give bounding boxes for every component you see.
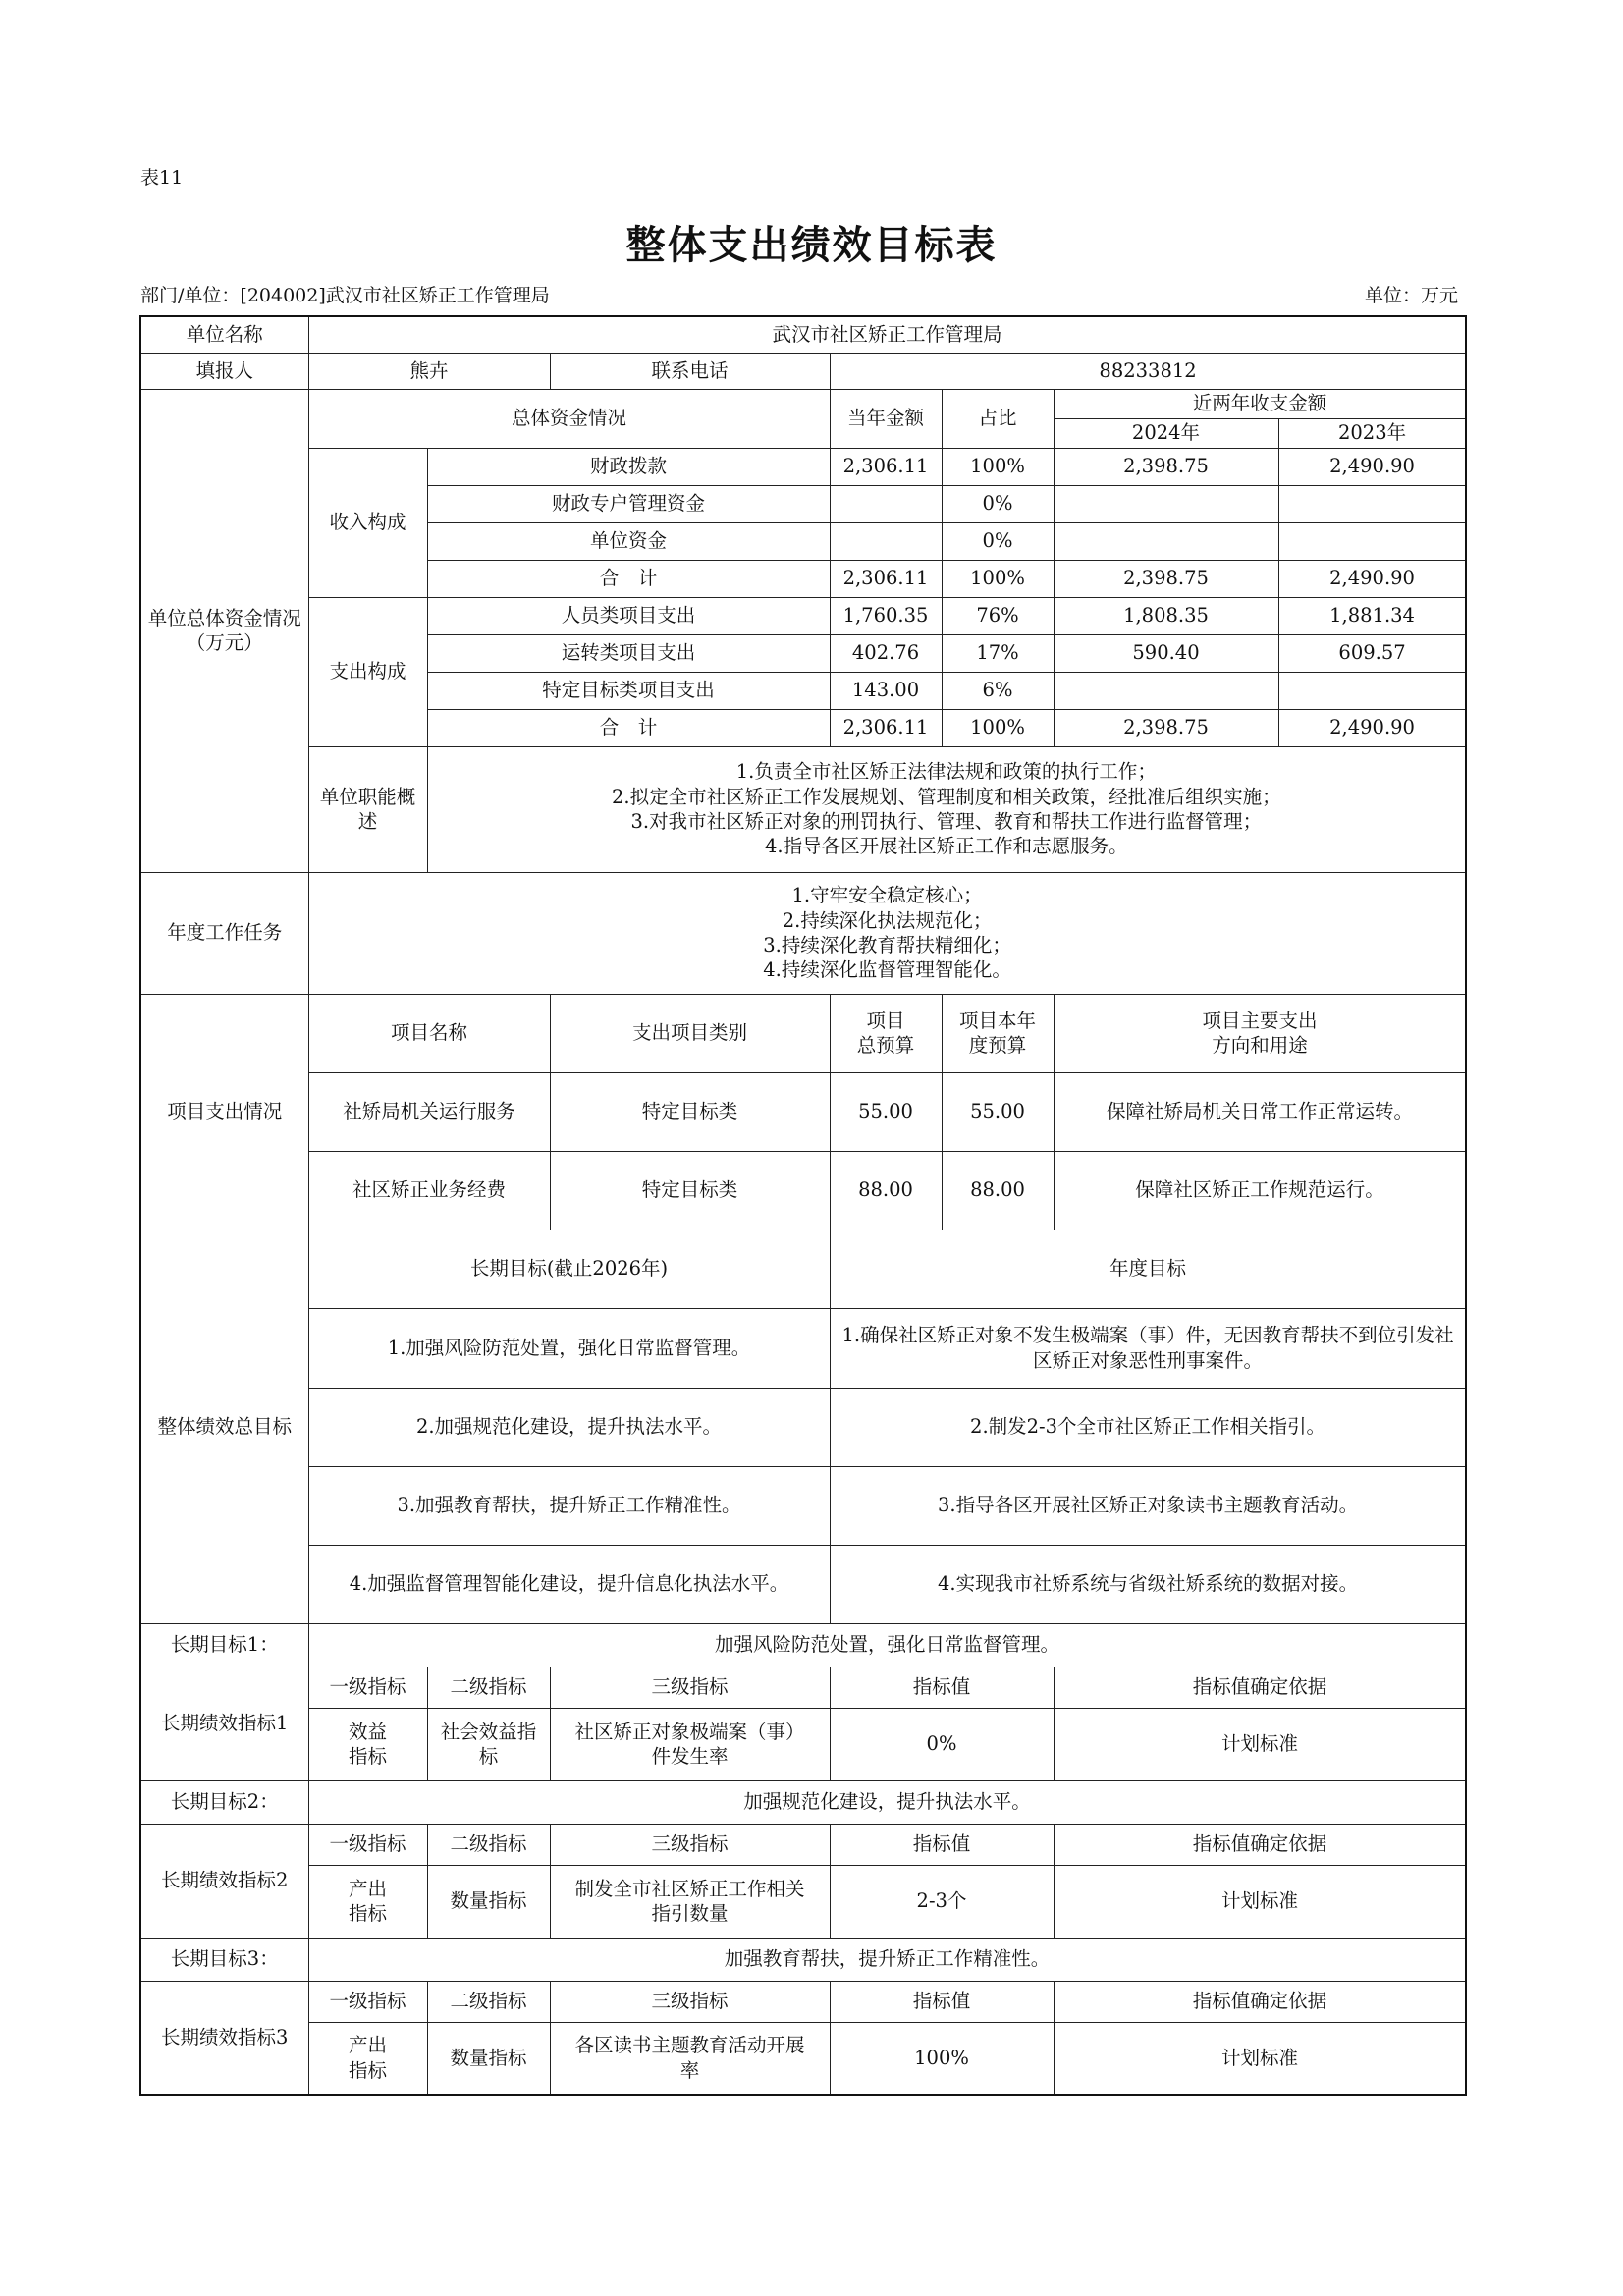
expense-row-2024	[1054, 672, 1278, 709]
income-row-2024: 2,398.75	[1054, 448, 1278, 485]
expense-row-2023: 1,881.34	[1278, 597, 1466, 634]
expense-row-amount: 143.00	[830, 672, 942, 709]
income-row-ratio: 100%	[942, 448, 1054, 485]
duty-line: 3.对我市社区矫正对象的刑罚执行、管理、教育和帮扶工作进行监督管理；	[630, 810, 1263, 833]
project-total: 55.00	[830, 1072, 942, 1151]
annual-goal: 2.制发2-3个全市社区矫正工作相关指引。	[830, 1388, 1466, 1466]
expense-total-ratio: 100%	[942, 709, 1054, 746]
indicator-level2	[427, 1708, 550, 1780]
col-value-header: 指标值	[830, 1824, 1054, 1865]
project-desc-header-l2: 方向和用途	[1212, 1034, 1308, 1057]
col-level3-header: 三级指标	[550, 1667, 830, 1708]
col-basis-header: 指标值确定依据	[1054, 1824, 1466, 1865]
long-term-goal: 3.加强教育帮扶，提升矫正工作精准性。	[308, 1466, 830, 1545]
task-line: 1.守牢安全稳定核心；	[791, 884, 983, 907]
income-row-ratio: 0%	[942, 522, 1054, 560]
income-row-amount: 2,306.11	[830, 448, 942, 485]
indicator-level3	[550, 2022, 830, 2095]
long-term-goal: 1.加强风险防范处置，强化日常监督管理。	[308, 1308, 830, 1388]
expense-row-name: 特定目标类项目支出	[427, 672, 830, 709]
col-value-header: 指标值	[830, 1667, 1054, 1708]
income-row-2023	[1278, 522, 1466, 560]
projects-label: 项目支出情况	[140, 994, 308, 1230]
task-line: 2.持续深化执法规范化；	[782, 908, 993, 932]
indicator-basis: 计划标准	[1054, 1708, 1466, 1780]
indicator-level3-a: 社区矫正对象极端案（事）	[574, 1720, 805, 1743]
project-name-header: 项目名称	[308, 994, 550, 1072]
indicator-level1	[308, 1708, 427, 1780]
indicator-level3-a: 制发全市社区矫正工作相关	[574, 1877, 805, 1900]
project-type: 特定目标类	[550, 1151, 830, 1230]
department-label: 部门/单位：[204002]武汉市社区矫正工作管理局	[140, 285, 550, 306]
expense-row-ratio: 17%	[942, 634, 1054, 672]
ratio-header: 占比	[942, 389, 1054, 448]
indicator-block-label: 长期绩效指标3	[140, 1981, 308, 2095]
long-term-goal-text: 加强规范化建设，提升执法水平。	[308, 1780, 1466, 1824]
duties-content	[427, 746, 1466, 872]
income-row-name: 财政拨款	[427, 448, 830, 485]
col-level2-header: 二级指标	[427, 1667, 550, 1708]
expense-row-name: 人员类项目支出	[427, 597, 830, 634]
indicator-block-label: 长期绩效指标1	[140, 1667, 308, 1780]
table-number: 表11	[140, 167, 184, 189]
indicator-level3	[550, 1865, 830, 1938]
duty-line: 2.拟定全市社区矫正工作发展规划、管理制度和相关政策，经批准后组织实施；	[611, 785, 1281, 808]
indicator-level1-b: 指标	[348, 1745, 387, 1768]
indicator-basis: 计划标准	[1054, 2022, 1466, 2095]
expense-row-amount: 1,760.35	[830, 597, 942, 634]
income-total-2024: 2,398.75	[1054, 560, 1278, 597]
long-term-goal-label: 长期目标2：	[140, 1780, 308, 1824]
tasks-content	[308, 872, 1466, 994]
indicator-level2: 数量指标	[427, 1865, 550, 1938]
expense-total-name: 合 计	[427, 709, 830, 746]
long-term-goal-label: 长期目标3：	[140, 1938, 308, 1981]
col-level1-header: 一级指标	[308, 1824, 427, 1865]
phone-label: 联系电话	[550, 353, 830, 389]
phone-value: 88233812	[830, 353, 1466, 389]
expense-total-amount: 2,306.11	[830, 709, 942, 746]
project-type-header: 支出项目类别	[550, 994, 830, 1072]
page-title: 整体支出绩效目标表	[625, 223, 998, 268]
two-year-header: 近两年收支金额	[1054, 389, 1466, 418]
project-name: 社矫局机关运行服务	[308, 1072, 550, 1151]
col-level1-header: 一级指标	[308, 1981, 427, 2022]
indicator-level1	[308, 1865, 427, 1938]
expense-row-ratio: 76%	[942, 597, 1054, 634]
project-year: 55.00	[942, 1072, 1054, 1151]
indicator-level1	[308, 2022, 427, 2095]
long-term-goal-label: 长期目标1：	[140, 1623, 308, 1667]
col-level3-header: 三级指标	[550, 1981, 830, 2022]
expense-row-2024: 1,808.35	[1054, 597, 1278, 634]
project-year-header-l1: 项目本年	[958, 1009, 1036, 1032]
income-label: 收入构成	[308, 448, 427, 597]
annual-goal: 1.确保社区矫正对象不发生极端案（事）件，无因教育帮扶不到位引发社区矫正对象恶性刑事案件。	[830, 1308, 1466, 1388]
indicator-level1-a: 产出	[348, 2034, 387, 2057]
duties-label: 单位职能概述	[308, 746, 427, 872]
expense-row-ratio: 6%	[942, 672, 1054, 709]
income-total-name: 合 计	[427, 560, 830, 597]
indicator-value: 2-3个	[830, 1865, 1054, 1938]
expense-row-name: 运转类项目支出	[427, 634, 830, 672]
col-basis-header: 指标值确定依据	[1054, 1667, 1466, 1708]
col-level2-header: 二级指标	[427, 1824, 550, 1865]
expense-total-2024: 2,398.75	[1054, 709, 1278, 746]
col-level1-header: 一级指标	[308, 1667, 427, 1708]
indicator-level3	[550, 1708, 830, 1780]
unit-name-value: 武汉市社区矫正工作管理局	[308, 316, 1466, 353]
project-desc: 保障社区矫正工作规范运行。	[1054, 1151, 1466, 1230]
year-2024-header: 2024年	[1054, 418, 1278, 448]
long-term-goal: 4.加强监督管理智能化建设，提升信息化执法水平。	[308, 1545, 830, 1623]
long-term-goal-text: 加强风险防范处置，强化日常监督管理。	[308, 1623, 1466, 1667]
income-total-ratio: 100%	[942, 560, 1054, 597]
project-desc: 保障社矫局机关日常工作正常运转。	[1054, 1072, 1466, 1151]
indicator-level3-a: 各区读书主题教育活动开展	[574, 2034, 805, 2057]
income-row-2023: 2,490.90	[1278, 448, 1466, 485]
project-total-header	[830, 994, 942, 1072]
indicator-block-label: 长期绩效指标2	[140, 1824, 308, 1938]
income-row-2023	[1278, 485, 1466, 522]
project-desc-header	[1054, 994, 1466, 1072]
filler-label: 填报人	[140, 353, 308, 389]
income-row-amount	[830, 485, 942, 522]
income-row-2024	[1054, 522, 1278, 560]
annual-header: 年度目标	[830, 1230, 1466, 1308]
indicator-level3-b: 率	[679, 2058, 700, 2082]
col-value-header: 指标值	[830, 1981, 1054, 2022]
project-total: 88.00	[830, 1151, 942, 1230]
annual-goal: 4.实现我市社矫系统与省级社矫系统的数据对接。	[830, 1545, 1466, 1623]
income-row-2024	[1054, 485, 1278, 522]
task-line: 3.持续深化教育帮扶精细化；	[763, 934, 1011, 957]
income-total-2023: 2,490.90	[1278, 560, 1466, 597]
col-level3-header: 三级指标	[550, 1824, 830, 1865]
long-term-goal: 2.加强规范化建设，提升执法水平。	[308, 1388, 830, 1466]
indicator-value: 100%	[830, 2022, 1054, 2095]
income-total-amount: 2,306.11	[830, 560, 942, 597]
annual-goal: 3.指导各区开展社区矫正对象读书主题教育活动。	[830, 1466, 1466, 1545]
funds-section-label: 单位总体资金情况（万元）	[140, 389, 308, 872]
expense-label: 支出构成	[308, 597, 427, 746]
duty-line: 4.指导各区开展社区矫正工作和志愿服务。	[764, 835, 1128, 858]
income-row-name: 财政专户管理资金	[427, 485, 830, 522]
col-basis-header: 指标值确定依据	[1054, 1981, 1466, 2022]
year-2023-header: 2023年	[1278, 418, 1466, 448]
expense-total-2023: 2,490.90	[1278, 709, 1466, 746]
overall-funds-header: 总体资金情况	[308, 389, 830, 448]
indicator-level2-b: 标	[478, 1745, 499, 1768]
tasks-label: 年度工作任务	[140, 872, 308, 994]
project-name: 社区矫正业务经费	[308, 1151, 550, 1230]
indicator-basis: 计划标准	[1054, 1865, 1466, 1938]
indicator-value: 0%	[830, 1708, 1054, 1780]
filler-value: 熊卉	[308, 353, 550, 389]
project-total-header-l1: 项目	[866, 1009, 905, 1032]
project-desc-header-l1: 项目主要支出	[1202, 1009, 1318, 1032]
goals-label: 整体绩效总目标	[140, 1230, 308, 1623]
indicator-level3-b: 件发生率	[651, 1745, 729, 1768]
project-year-header-l2: 度预算	[968, 1034, 1027, 1057]
project-year-header	[942, 994, 1054, 1072]
income-row-amount	[830, 522, 942, 560]
expense-row-2023	[1278, 672, 1466, 709]
long-term-goal-text: 加强教育帮扶，提升矫正工作精准性。	[308, 1938, 1466, 1981]
unit-label: 单位：万元	[1364, 285, 1458, 306]
project-total-header-l2: 总预算	[856, 1034, 915, 1057]
unit-name-label: 单位名称	[140, 316, 308, 353]
task-line: 4.持续深化监督管理智能化。	[763, 958, 1011, 982]
performance-table	[139, 315, 1467, 2096]
indicator-level1-a: 效益	[348, 1720, 387, 1743]
indicator-level1-b: 指标	[348, 1902, 387, 1925]
expense-row-amount: 402.76	[830, 634, 942, 672]
income-row-ratio: 0%	[942, 485, 1054, 522]
current-amount-header: 当年金额	[830, 389, 942, 448]
project-year: 88.00	[942, 1151, 1054, 1230]
col-level2-header: 二级指标	[427, 1981, 550, 2022]
expense-row-2024: 590.40	[1054, 634, 1278, 672]
indicator-level2: 数量指标	[427, 2022, 550, 2095]
expense-row-2023: 609.57	[1278, 634, 1466, 672]
indicator-level2-a: 社会效益指	[440, 1720, 537, 1743]
long-term-header: 长期目标(截止2026年)	[308, 1230, 830, 1308]
income-row-name: 单位资金	[427, 522, 830, 560]
indicator-level1-b: 指标	[348, 2058, 387, 2082]
indicator-level1-a: 产出	[348, 1877, 387, 1900]
project-type: 特定目标类	[550, 1072, 830, 1151]
duty-line: 1.负责全市社区矫正法律法规和政策的执行工作；	[735, 760, 1157, 784]
indicator-level3-b: 指引数量	[651, 1902, 729, 1925]
